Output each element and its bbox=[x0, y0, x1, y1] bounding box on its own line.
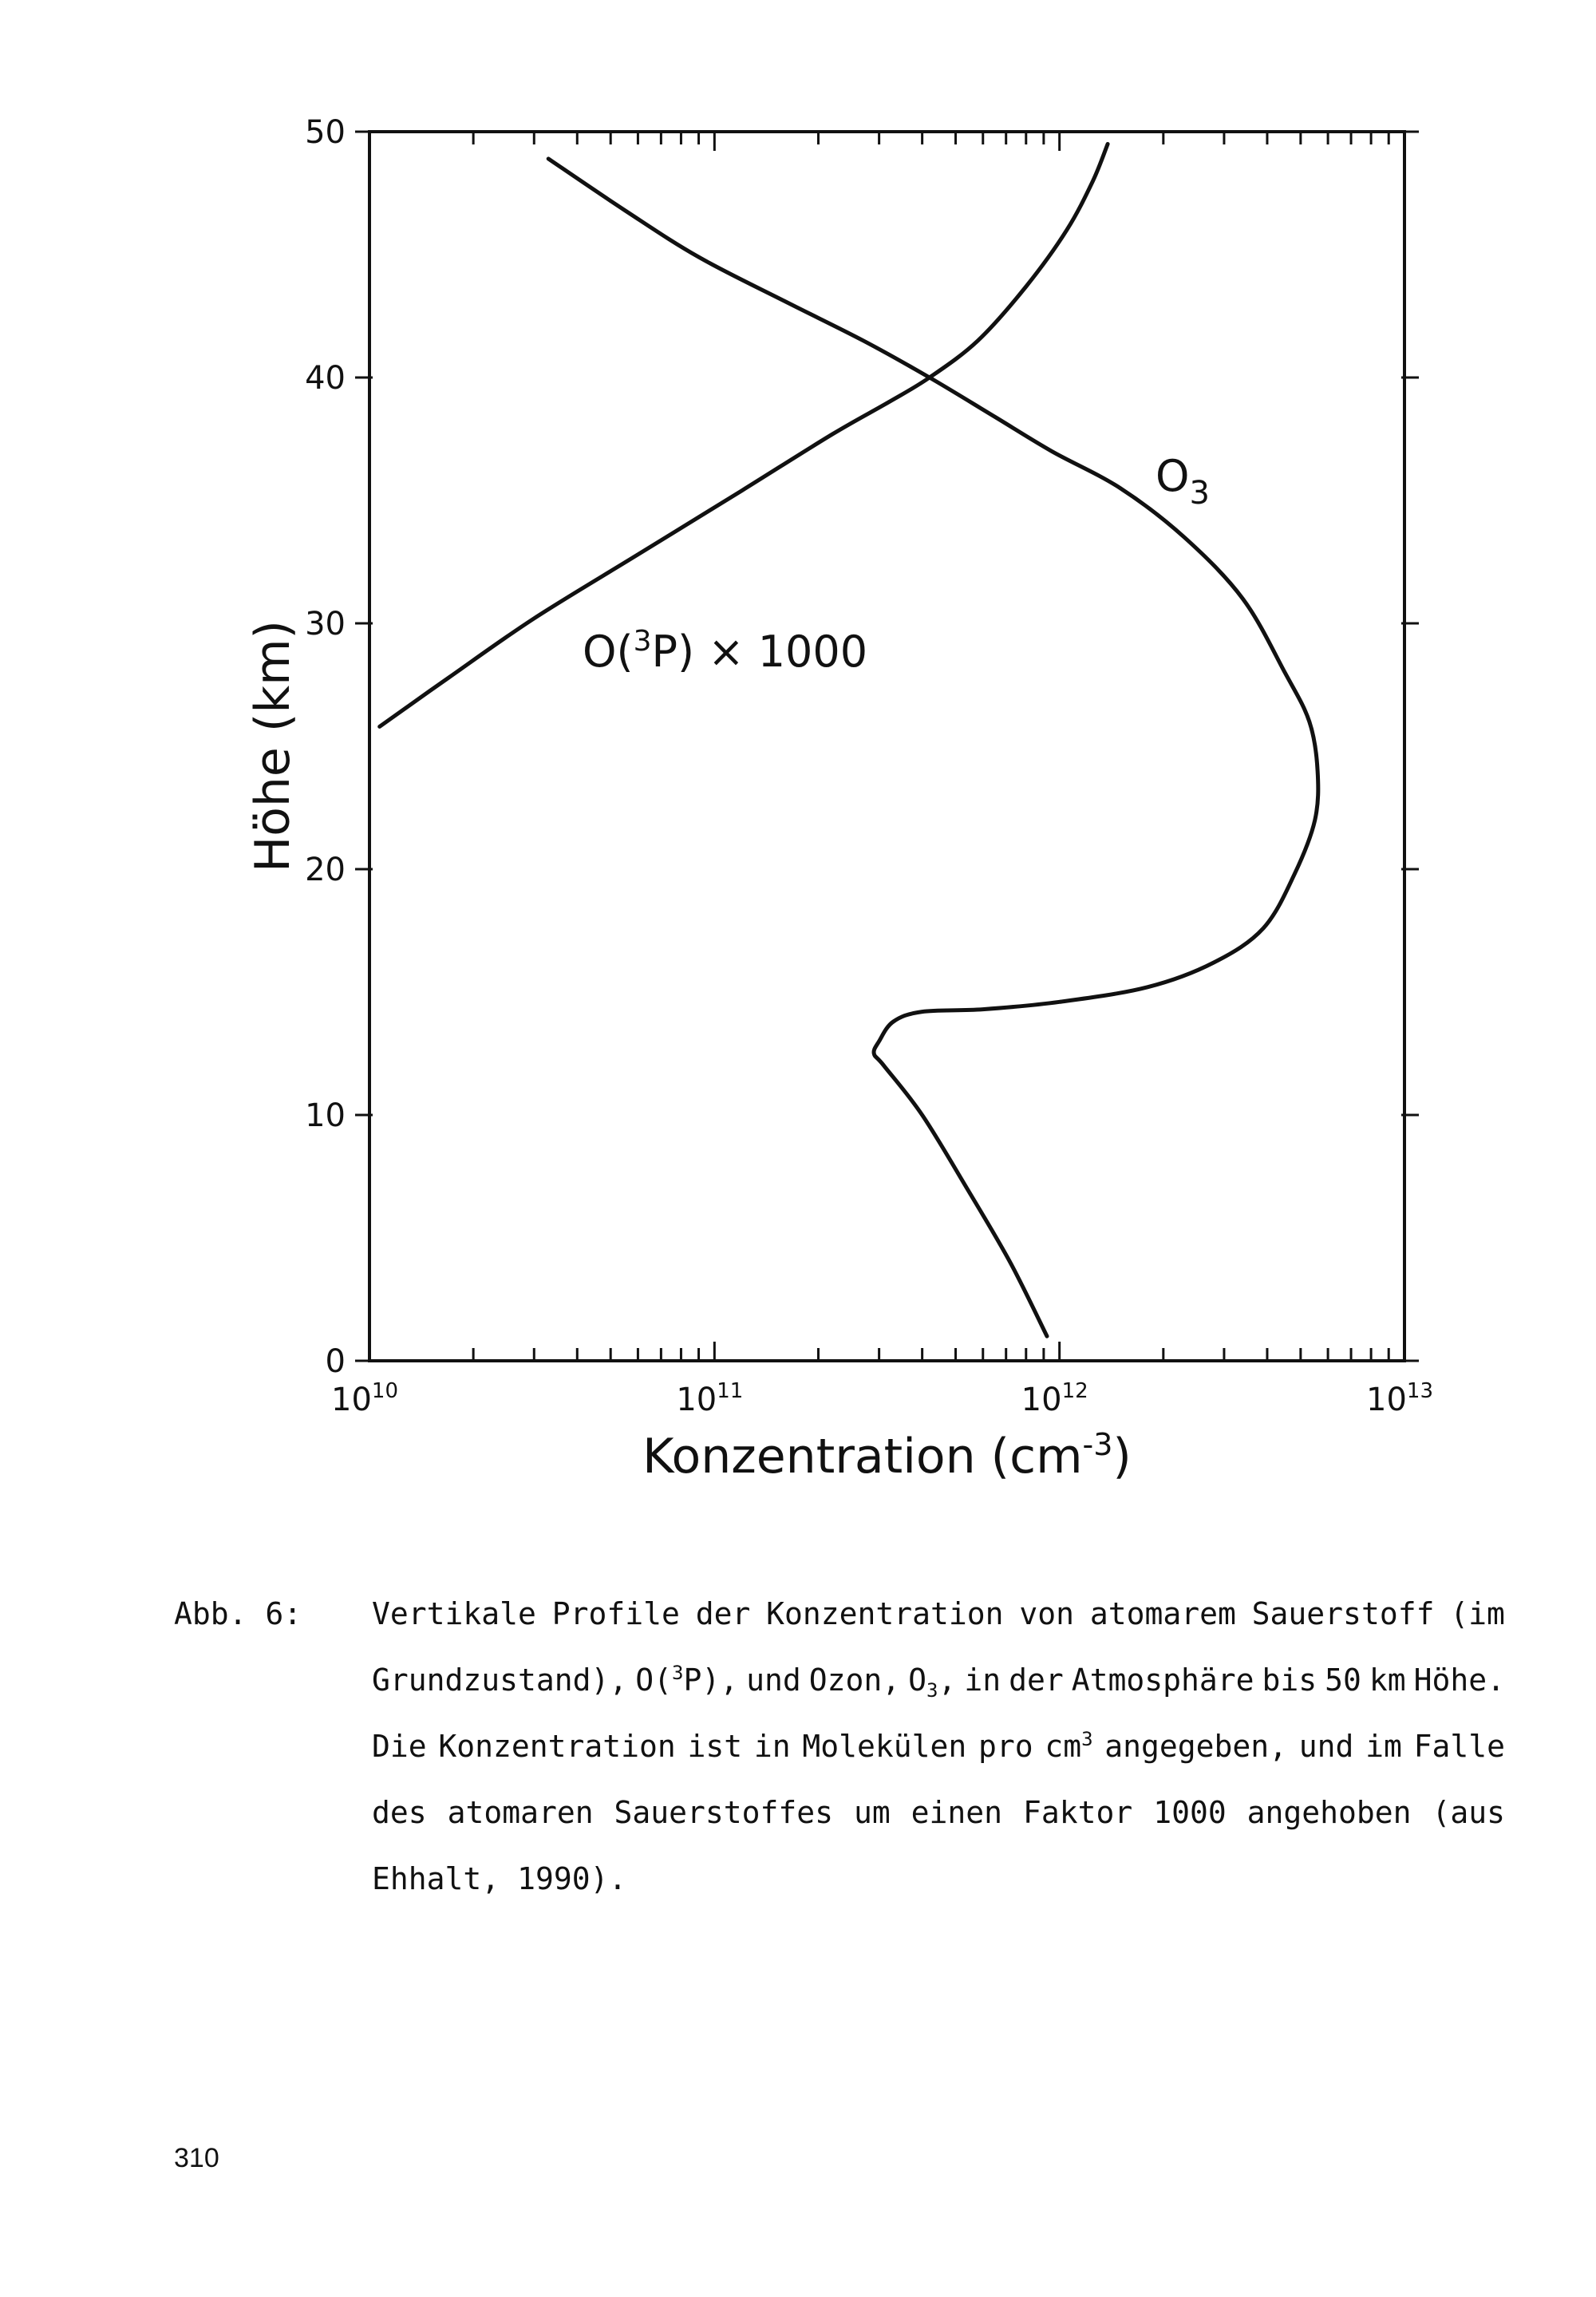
x-tick-label: $10^{11}$ bbox=[676, 1379, 744, 1418]
caption-word-part: , bbox=[938, 1662, 957, 1698]
caption-word: und bbox=[746, 1662, 801, 1698]
caption-word: Grundzustand), bbox=[372, 1662, 628, 1698]
caption-line bbox=[372, 1861, 626, 1896]
caption-word: atomarem bbox=[1089, 1596, 1236, 1631]
caption-word: 50 bbox=[1325, 1662, 1361, 1698]
ozone-label: $O_3$ bbox=[1156, 451, 1210, 512]
caption-word: bis bbox=[1262, 1662, 1317, 1698]
caption-word: Ozon, bbox=[808, 1662, 901, 1698]
caption-word-part: cm bbox=[1045, 1729, 1082, 1764]
caption-word: pro bbox=[978, 1729, 1033, 1764]
y-tick-label: 40 bbox=[305, 360, 346, 397]
caption-word-part: 3 bbox=[926, 1679, 938, 1702]
x-tick-label: $10^{13}$ bbox=[1366, 1379, 1433, 1418]
ozone-curve bbox=[548, 159, 1318, 1336]
caption-word: Molekülen bbox=[802, 1729, 967, 1764]
page-number: 310 bbox=[174, 2143, 219, 2173]
caption-word: Konzentration bbox=[766, 1596, 1004, 1631]
caption-word-part: P), bbox=[683, 1662, 739, 1698]
caption-word: Profile bbox=[551, 1596, 680, 1631]
x-tick-label: $10^{10}$ bbox=[331, 1379, 398, 1418]
caption-word: angehoben bbox=[1246, 1795, 1412, 1830]
caption-word: im bbox=[1365, 1729, 1402, 1764]
caption-word-part: O( bbox=[635, 1662, 673, 1698]
caption-word: ist bbox=[687, 1729, 743, 1764]
caption-word: Sauerstoff bbox=[1251, 1596, 1435, 1631]
caption-word: Faktor bbox=[1022, 1795, 1133, 1830]
y-tick-label: 30 bbox=[305, 606, 346, 642]
caption-word: um bbox=[853, 1795, 891, 1830]
caption-word: Konzentration bbox=[438, 1729, 676, 1764]
y-tick-label: 50 bbox=[305, 114, 346, 151]
caption-label: Abb. 6: bbox=[174, 1596, 302, 1631]
caption-word bbox=[1045, 1729, 1092, 1764]
plot-frame bbox=[369, 132, 1404, 1361]
caption-word: atomaren bbox=[447, 1795, 594, 1830]
caption-word: Falle bbox=[1413, 1729, 1505, 1764]
y-axis-title: Höhe (km) bbox=[245, 620, 301, 872]
caption-word: km bbox=[1369, 1662, 1406, 1698]
caption-word: Höhe. bbox=[1413, 1662, 1505, 1698]
y-tick-label: 10 bbox=[305, 1097, 346, 1134]
caption-word: 1000 bbox=[1153, 1795, 1227, 1830]
caption-line bbox=[372, 1795, 1505, 1830]
caption-word: und bbox=[1298, 1729, 1354, 1764]
caption-word: angegeben, bbox=[1104, 1729, 1288, 1764]
caption-word: einen bbox=[911, 1795, 1003, 1830]
caption-word: der bbox=[695, 1596, 751, 1631]
caption-line bbox=[372, 1596, 1505, 1631]
caption-word: Die bbox=[372, 1729, 427, 1764]
plot-curves bbox=[380, 144, 1318, 1336]
caption-word: Atmosphäre bbox=[1071, 1662, 1254, 1698]
caption-word bbox=[908, 1662, 957, 1702]
caption-word bbox=[635, 1662, 738, 1698]
caption-word-part: 3 bbox=[1081, 1728, 1093, 1750]
y-tick-label: 0 bbox=[325, 1343, 346, 1380]
caption-word: (im bbox=[1450, 1596, 1505, 1631]
caption-word: von bbox=[1019, 1596, 1075, 1631]
caption-word: der bbox=[1009, 1662, 1064, 1698]
y-tick-label: 20 bbox=[305, 852, 346, 888]
caption-line bbox=[372, 1729, 1505, 1764]
caption-word: des bbox=[372, 1795, 427, 1830]
x-axis-title: Konzentration $(cm^{-3})$ bbox=[642, 1427, 1132, 1485]
plot-axes bbox=[245, 114, 1433, 1485]
caption-word: Vertikale bbox=[372, 1596, 536, 1631]
caption-word: (aus bbox=[1432, 1795, 1505, 1830]
atomic-oxygen-label: O($^3$P) × 1000 bbox=[583, 625, 868, 677]
caption-word: Ehhalt, bbox=[372, 1861, 500, 1896]
caption-word: 1990). bbox=[517, 1861, 627, 1896]
caption-word: in bbox=[753, 1729, 791, 1764]
caption-word-part: O bbox=[908, 1662, 927, 1698]
caption-line bbox=[372, 1662, 1505, 1702]
caption-word-part: 3 bbox=[672, 1662, 684, 1684]
x-tick-label: $10^{12}$ bbox=[1021, 1379, 1088, 1418]
caption-word: in bbox=[964, 1662, 1001, 1698]
caption-word: Sauerstoffes bbox=[614, 1795, 834, 1830]
